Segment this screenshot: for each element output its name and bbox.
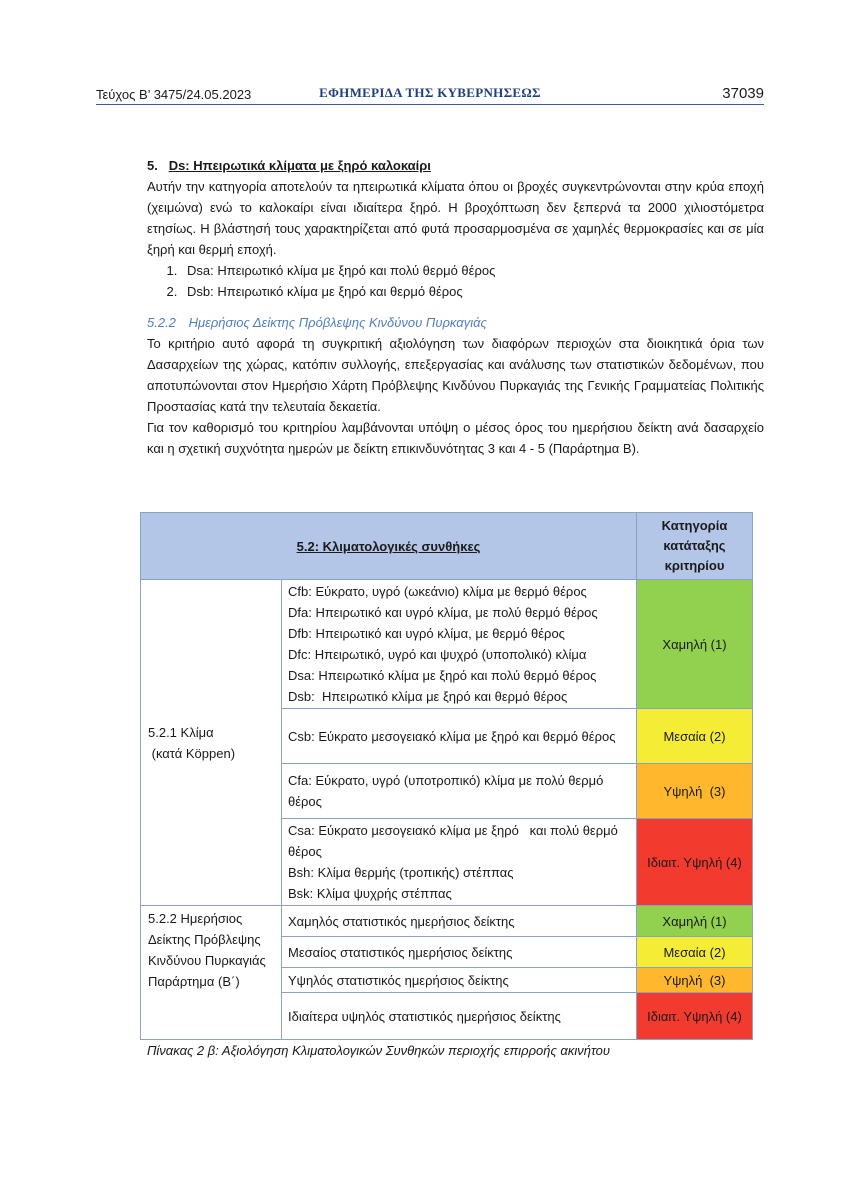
header-cat-line: κριτηρίου xyxy=(664,558,725,573)
table-header-category xyxy=(637,513,753,580)
section-5-heading xyxy=(147,155,764,176)
category-cell-low: Χαμηλή (1) xyxy=(637,580,753,709)
table-header-main: 5.2: Κλιματολογικές συνθήκες xyxy=(141,513,637,580)
category-cell-medium: Μεσαία (2) xyxy=(637,937,753,968)
header-divider xyxy=(96,104,764,105)
fire-index-desc-cell: Ιδιαίτερα υψηλός στατιστικός ημερήσιος δείκτης xyxy=(282,993,637,1040)
table-row xyxy=(141,580,753,709)
list-item: 1. Dsa: Ηπειρωτικό κλίμα με ξηρό και πολύ θερμό θέρος xyxy=(181,260,764,281)
climate-desc-cell xyxy=(282,580,637,709)
header-cat-line: κατάταξης xyxy=(663,538,726,553)
fire-index-desc-cell: Χαμηλός στατιστικός ημερήσιος δείκτης xyxy=(282,906,637,937)
gazette-title: ΕΦΗΜΕΡΙΔΑ ΤΗΣ ΚΥΒΕΡΝΗΣΕΩΣ xyxy=(319,85,541,100)
issue-number: Τεύχος Β’ 3475/24.05.2023 xyxy=(96,87,252,102)
subsection-paragraph-1: Το κριτήριο αυτό αφορά τη συγκριτική αξιολόγηση των διαφόρων περιοχών στα διοικητικά όρια των Δασαρχείων της χώρας, κατόπιν συλλογής, επεξεργασίας και ανάλυσης των στατιστικών δεδομένων, που αποτυπώνονται στον Ημερήσιο Χάρτη Πρόβλεψης Κινδύνου Πυρκαγιάς της Γενικής Γραμματείας Πολιτικής Προστασίας κατά την τελευταία δεκαετία. xyxy=(147,336,764,414)
section-5-title: Ds: Ηπειρωτικά κλίματα με ξηρό καλοκαίρι xyxy=(168,158,431,173)
list-item: 2. Dsb: Ηπειρωτικό κλίμα με ξηρό και θερμό θέρος xyxy=(181,281,764,302)
subsection-title: Ημερήσιος Δείκτης Πρόβλεψης Κινδύνου Πυρκαγιάς xyxy=(188,315,487,330)
climate-line: Dsb: Ηπειρωτικό κλίμα με ξηρό και θερμό θέρος xyxy=(288,689,568,704)
climate-line: Dfc: Ηπειρωτικό, υγρό και ψυχρό (υποπολικό) κλίμα xyxy=(288,647,587,662)
header-cat-line: Κατηγορία xyxy=(661,518,728,533)
climate-line: Dfb: Ηπειρωτικό και υγρό κλίμα, με θερμό θέρος xyxy=(288,626,565,641)
table-caption: Πίνακας 2 β: Αξιολόγηση Κλιματολογικών Συνθηκών περιοχής επιρροής ακινήτου xyxy=(147,1043,610,1058)
climate-label-cell xyxy=(141,580,282,906)
table-row xyxy=(141,906,753,937)
climate-label-line: (κατά Köppen) xyxy=(148,745,236,761)
climate-list xyxy=(147,260,764,302)
climate-line: Csa: Εύκρατο μεσογειακό κλίμα με ξηρό και πολύ θερμό θέρος xyxy=(288,823,622,859)
category-cell-very-high: Ιδιαιτ. Υψηλή (4) xyxy=(637,819,753,906)
climate-line: Dfa: Ηπειρωτικό και υγρό κλίμα, με πολύ θερμό θέρος xyxy=(288,605,598,620)
category-cell-high: Υψηλή (3) xyxy=(637,764,753,819)
section-5-text: Αυτήν την κατηγορία αποτελούν τα ηπειρωτικά κλίματα όπου οι βροχές συγκεντρώνονται στην κρύα εποχή (χειμώνα) ενώ το καλοκαίρι είναι ιδιαίτερα ξηρό. Η βροχόπτωση δεν ξεπερνά τα 2000 χιλιοστόμετρα ετησίως. Η βλάστησή τους χαρακτηρίζεται από φυτά προσαρμοσμένα σε χαμηλές θερμοκρασίες και σε μία ξηρή και θερμή εποχή. xyxy=(147,179,764,257)
climate-line: Dsa: Ηπειρωτικό κλίμα με ξηρό και πολύ θερμό θέρος xyxy=(288,668,597,683)
fire-index-label-cell: 5.2.2 Ημερήσιος Δείκτης Πρόβλεψης Κινδύνου Πυρκαγιάς Παράρτημα (Β΄) xyxy=(141,906,282,1040)
climate-line: Bsk: Κλίμα ψυχρής στέππας xyxy=(288,886,452,901)
subsection-paragraph-2: Για τον καθορισμό του κριτηρίου λαμβάνονται υπόψη ο μέσος όρος του ημερήσιου δείκτη ανά δασαρχείο και η σχετική συχνότητα ημερών με δείκτη επικινδυνότητας 3 και 4 - 5 (Παράρτημα Β). xyxy=(147,420,764,456)
page-number: 37039 xyxy=(722,85,764,102)
climate-label-line: 5.2.1 Κλίμα xyxy=(148,724,214,740)
category-cell-medium: Μεσαία (2) xyxy=(637,709,753,764)
climate-desc-cell: Cfa: Εύκρατο, υγρό (υποτροπικό) κλίμα με πολύ θερμό θέρος xyxy=(282,764,637,819)
section-5-number: 5. xyxy=(147,158,158,173)
climate-criteria-table xyxy=(140,512,753,1040)
page-header xyxy=(96,84,764,106)
subsection-number: 5.2.2 xyxy=(147,315,176,330)
climate-desc-cell xyxy=(282,819,637,906)
category-cell-high: Υψηλή (3) xyxy=(637,968,753,993)
climate-line: Bsh: Κλίμα θερμής (τροπικής) στέππας xyxy=(288,865,514,880)
category-cell-low: Χαμηλή (1) xyxy=(637,906,753,937)
climate-desc-cell: Csb: Εύκρατο μεσογειακό κλίμα με ξηρό και θερμό θέρος xyxy=(282,709,637,764)
subsection-heading xyxy=(147,312,764,333)
climate-line: Cfb: Εύκρατο, υγρό (ωκεάνιο) κλίμα με θερμό θέρος xyxy=(288,584,587,599)
fire-index-desc-cell: Υψηλός στατιστικός ημερήσιος δείκτης xyxy=(282,968,637,993)
category-cell-very-high: Ιδιαιτ. Υψηλή (4) xyxy=(637,993,753,1040)
document-body xyxy=(147,155,764,459)
fire-index-desc-cell: Μεσαίος στατιστικός ημερήσιος δείκτης xyxy=(282,937,637,968)
table-header-row xyxy=(141,513,753,580)
